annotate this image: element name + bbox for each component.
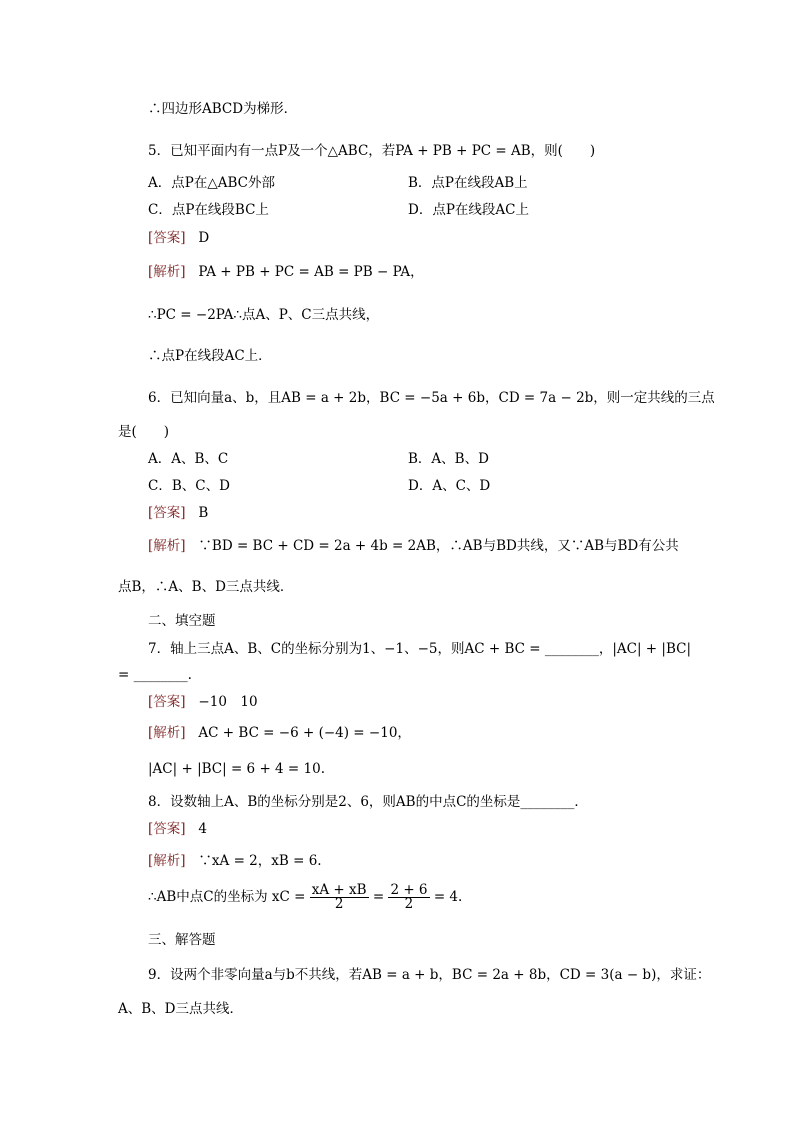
formula-prefix: ∴AB中点C的坐标为 xC = xyxy=(148,889,306,905)
q8-answer xyxy=(148,820,207,838)
q6-option-d: D．A、C、D xyxy=(408,478,491,494)
q5-option-b: B．点P在线段AB上 xyxy=(408,175,528,191)
fraction xyxy=(388,884,429,911)
q6-option-a: A．A、B、C xyxy=(148,451,229,467)
q5-analysis-line3: ∴点P在线段AC上． xyxy=(148,348,272,364)
question-9: 9．设两个非零向量a与b不共线，若AB = a + b，BC = 2a + 8b，CD = 3(a − b)，求证： xyxy=(148,967,711,983)
fraction xyxy=(310,884,369,911)
q5-option-c: C．点P在线段BC上 xyxy=(148,202,269,218)
section-solve: 三、解答题 xyxy=(148,932,216,948)
analysis-text: AC + BC = −6 + (−4) = −10， xyxy=(198,725,411,741)
question-9-cont: A、B、D三点共线． xyxy=(118,1001,243,1017)
analysis-tag: [解析] xyxy=(148,725,186,741)
question-6-cont: 是( ) xyxy=(118,424,170,440)
question-7-cont: = ________. xyxy=(118,667,192,683)
question-6: 6．已知向量a、b，且AB = a + 2b，BC = −5a + 6b，CD = 7a − 2b，则一定共线的三点 xyxy=(148,390,715,406)
fraction-denominator: 2 xyxy=(404,896,414,912)
q5-option-d: D．点P在线段AC上 xyxy=(408,202,529,218)
q7-answer xyxy=(148,693,258,711)
answer-tag: [答案] xyxy=(148,821,186,837)
q7-analysis-line2: |AC| + |BC| = 6 + 4 = 10. xyxy=(148,761,325,777)
q6-answer xyxy=(148,504,208,522)
q6-analysis xyxy=(148,537,679,555)
answer-value: −10 10 xyxy=(198,694,258,710)
analysis-text: ∵xA = 2，xB = 6. xyxy=(198,853,322,869)
formula-result: = 4. xyxy=(433,889,463,905)
fraction-denominator: 2 xyxy=(334,896,344,912)
fraction-numerator: 2 + 6 xyxy=(390,882,428,898)
question-7: 7．轴上三点A、B、C的坐标分别为1、−1、−5，则AC + BC = ________，|AC| + |BC| xyxy=(148,641,692,657)
q5-analysis-line2: ∴PC = −2PA∴点A、P、C三点共线， xyxy=(148,307,380,323)
answer-tag: [答案] xyxy=(148,230,186,246)
answer-value: D xyxy=(198,230,210,246)
q5-option-a: A．点P在△ABC外部 xyxy=(148,175,275,191)
q6-option-c: C．B、C、D xyxy=(148,478,230,494)
analysis-tag: [解析] xyxy=(148,853,186,869)
answer-value: B xyxy=(198,505,209,521)
q8-analysis-line2 xyxy=(148,884,462,911)
question-8: 8．设数轴上A、B的坐标分别是2、6，则AB的中点C的坐标是________． xyxy=(148,794,588,810)
analysis-tag: [解析] xyxy=(148,538,186,554)
q7-analysis xyxy=(148,724,411,742)
text-line: ∴四边形ABCD为梯形． xyxy=(148,101,298,117)
q5-analysis xyxy=(148,263,424,281)
equals-sign: = xyxy=(372,889,385,905)
fraction-numerator: xA + xB xyxy=(311,882,367,898)
analysis-text: PA + PB + PC = AB = PB − PA， xyxy=(198,264,424,280)
analysis-tag: [解析] xyxy=(148,264,186,280)
q8-analysis xyxy=(148,852,322,870)
answer-value: 4 xyxy=(198,821,208,837)
q6-analysis-line2: 点B，∴A、B、D三点共线． xyxy=(118,579,294,595)
answer-tag: [答案] xyxy=(148,505,186,521)
question-5: 5．已知平面内有一点P及一个△ABC，若PA + PB + PC = AB，则( ) xyxy=(148,143,596,159)
answer-tag: [答案] xyxy=(148,694,186,710)
section-fill-blank: 二、填空题 xyxy=(148,613,216,629)
q5-answer xyxy=(148,229,209,247)
q6-option-b: B．A、B、D xyxy=(408,451,489,467)
analysis-text: ∵BD = BC + CD = 2a + 4b = 2AB，∴AB与BD共线，又∵AB与BD有公共 xyxy=(198,538,679,554)
